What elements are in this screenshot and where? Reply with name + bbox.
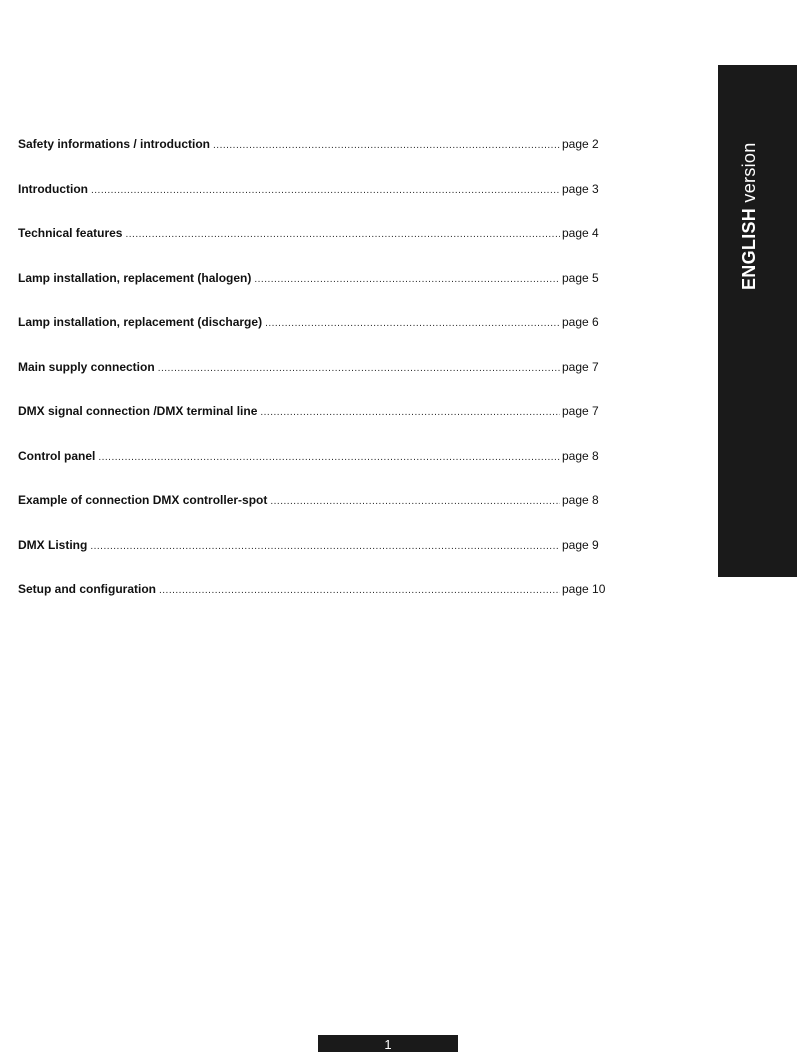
language-label-bold: ENGLISH	[739, 207, 759, 290]
toc-entry[interactable]	[18, 488, 608, 533]
toc-entry-page: page 4	[562, 226, 599, 240]
toc-entry-title: DMX Listing	[18, 537, 88, 552]
toc-entry[interactable]	[18, 132, 608, 177]
toc-entry-title: Lamp installation, replacement (halogen)	[18, 270, 252, 285]
toc-dot-leader	[254, 268, 560, 292]
toc-entry-title: Control panel	[18, 448, 96, 463]
toc-dot-leader	[125, 223, 560, 247]
toc-entry-title: Example of connection DMX controller-spot	[18, 493, 268, 507]
toc-entry-title: Technical features	[18, 226, 123, 240]
toc-dot-leader	[265, 312, 560, 336]
toc-entry-title: DMX signal connection /DMX terminal line	[18, 404, 258, 418]
page-number: 1	[318, 1035, 458, 1052]
toc-entry[interactable]	[18, 266, 608, 311]
toc-dot-leader	[213, 134, 560, 158]
toc-entry-page: page 10	[562, 582, 606, 596]
toc-entry-title: Setup and configuration	[18, 582, 156, 596]
toc-entry-page: page 9	[562, 537, 599, 552]
toc-entry-title: Safety informations / introduction	[18, 137, 211, 151]
toc-entry[interactable]	[18, 399, 608, 444]
language-label-rest: version	[739, 142, 759, 203]
toc-dot-leader	[159, 579, 560, 603]
toc-entry-page: page 5	[562, 270, 599, 285]
toc-entry[interactable]	[18, 355, 608, 400]
toc-entry[interactable]	[18, 310, 608, 355]
toc-entry[interactable]	[18, 177, 608, 222]
toc-entry-title: Main supply connection	[18, 359, 155, 374]
toc-entry[interactable]	[18, 221, 608, 266]
toc-dot-leader	[90, 535, 560, 559]
toc-entry-page: page 7	[562, 404, 599, 418]
language-label	[739, 142, 760, 290]
toc-entry-title: Introduction	[18, 181, 88, 196]
toc-entry-page: page 3	[562, 181, 599, 196]
toc-entry[interactable]	[18, 533, 608, 578]
toc-entry-page: page 7	[562, 359, 599, 374]
toc-entry-page: page 2	[562, 137, 599, 151]
toc-dot-leader	[260, 401, 560, 425]
toc-entry-page: page 6	[562, 315, 599, 329]
toc-entry[interactable]	[18, 577, 608, 622]
toc-entry-page: page 8	[562, 493, 599, 507]
toc-dot-leader	[270, 490, 560, 514]
toc-entry-page: page 8	[562, 448, 599, 463]
toc-dot-leader	[91, 179, 560, 203]
toc-entry[interactable]	[18, 444, 608, 489]
toc-entry-title: Lamp installation, replacement (discharge)	[18, 315, 263, 329]
table-of-contents	[18, 132, 608, 622]
toc-dot-leader	[158, 357, 560, 381]
toc-dot-leader	[98, 446, 560, 470]
